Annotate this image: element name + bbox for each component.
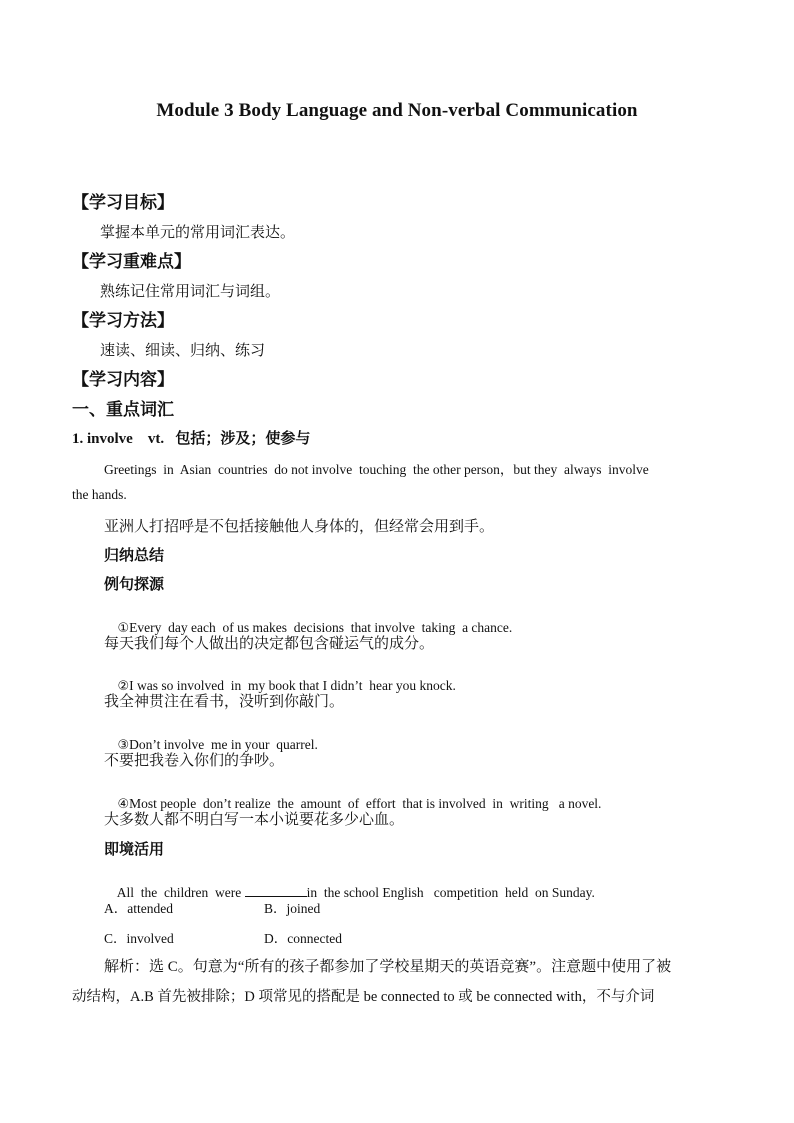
question-after: in the school English competition held on Sunday. xyxy=(306,885,595,900)
answer-blank xyxy=(245,884,307,897)
practice-question xyxy=(104,868,595,917)
vocab-heading: 一、重点词汇 xyxy=(72,400,174,419)
example-4-number: ④ xyxy=(117,797,130,812)
example-3-en: Don’t involve me in your quarrel. xyxy=(129,737,318,752)
example-1-cn: 每天我们每个人做出的决定都包含碰运气的成分。 xyxy=(104,636,435,652)
practice-label: 即境活用 xyxy=(104,842,165,858)
option-c: C．involved xyxy=(104,931,174,946)
headword-entry: 1. involve vt. 包括；涉及；使参与 xyxy=(72,431,311,447)
objectives-text: 掌握本单元的常用词汇表达。 xyxy=(100,225,296,241)
example-2-en: I was so involved in my book that I didn’t hear you knock. xyxy=(129,678,456,693)
analysis-line2: 动结构，A.B 首先被排除；D 项常见的搭配是 be connected to 或 be connected with，不与介词 xyxy=(72,989,655,1005)
objectives-heading: 【学习目标】 xyxy=(72,193,174,212)
option-b: B．joined xyxy=(264,901,321,916)
methods-heading: 【学习方法】 xyxy=(72,311,174,330)
example-3-number: ③ xyxy=(117,738,130,753)
analysis-line1: 解析：选 C。句意为“所有的孩子都参加了学校星期天的英语竞赛”。注意题中使用了被 xyxy=(104,959,672,975)
content-heading: 【学习内容】 xyxy=(72,370,174,389)
example-1-en: Every day each of us makes decisions that involve taking a chance. xyxy=(129,620,513,635)
summary-label: 归纳总结 xyxy=(104,548,165,564)
page-title: Module 3 Body Language and Non-verbal Communication xyxy=(156,100,638,121)
example-4-cn: 大多数人都不明白写一本小说要花多少心血。 xyxy=(104,812,405,828)
question-before: All the children were xyxy=(116,885,245,900)
option-a: A．attended xyxy=(104,901,173,916)
key-points-heading: 【学习重难点】 xyxy=(72,252,191,271)
option-d: D．connected xyxy=(264,931,342,946)
example-cn: 亚洲人打招呼是不包括接触他人身体的，但经常会用到手。 xyxy=(104,519,495,535)
example-2-number: ② xyxy=(117,679,130,694)
example-3-cn: 不要把我卷入你们的争吵。 xyxy=(104,753,285,769)
example-en-line1: Greetings in Asian countries do not involve touching the other person，but they always involve xyxy=(104,462,649,477)
example-4-en: Most people don’t realize the amount of effort that is involved in writing a novel. xyxy=(129,796,602,811)
examples-label: 例句探源 xyxy=(104,577,165,593)
example-2-cn: 我全神贯注在看书，没听到你敲门。 xyxy=(104,694,345,710)
key-points-text: 熟练记住常用词汇与词组。 xyxy=(100,284,281,300)
methods-text: 速读、细读、归纳、练习 xyxy=(100,343,266,359)
example-1-number: ① xyxy=(117,621,130,636)
example-en-line2: the hands. xyxy=(72,487,127,502)
